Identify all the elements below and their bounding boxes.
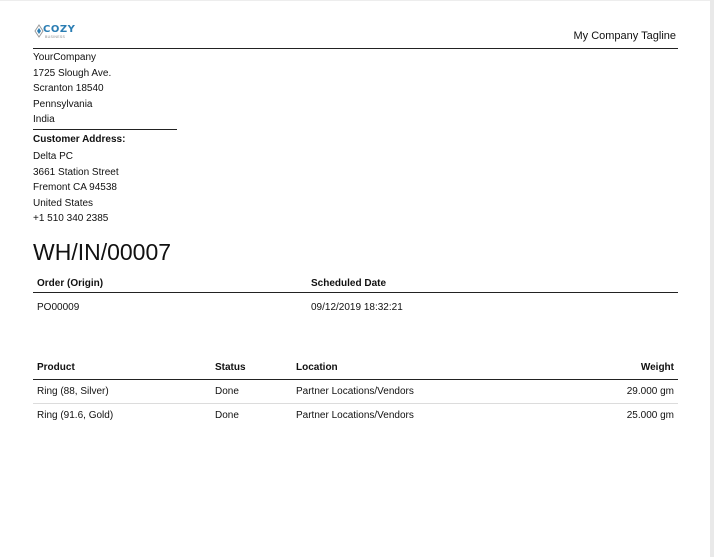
company-address — [33, 50, 177, 130]
weight-cell: 25.000 gm — [626, 410, 674, 421]
order-table-header — [33, 272, 678, 293]
table-row — [33, 380, 678, 404]
order-origin-cell: PO00009 — [37, 302, 80, 313]
column-header-status: Status — [215, 362, 246, 373]
scheduled-date-cell: 09/12/2019 18:32:21 — [311, 302, 403, 313]
company-address-line: YourCompany — [33, 52, 97, 63]
table-row — [33, 296, 678, 319]
page-right-edge — [710, 0, 714, 557]
column-header-product: Product — [37, 362, 75, 373]
customer-address-line: +1 510 340 2385 — [33, 213, 109, 224]
product-table-header — [33, 356, 678, 380]
document-title: WH/IN/00007 — [33, 239, 172, 265]
product-cell: Ring (88, Silver) — [37, 386, 109, 397]
customer-address-line: Fremont CA 94538 — [33, 182, 117, 193]
status-cell: Done — [215, 386, 239, 397]
column-header-scheduled-date: Scheduled Date — [311, 278, 387, 289]
weight-cell: 29.000 gm — [626, 386, 674, 397]
report-header — [33, 18, 678, 49]
company-address-line: Pennsylvania — [33, 98, 93, 110]
column-header-weight: Weight — [640, 362, 674, 373]
table-row — [33, 404, 678, 427]
customer-address-line: 3661 Station Street — [33, 166, 119, 178]
customer-address — [33, 149, 119, 227]
customer-address-line: United States — [33, 197, 94, 209]
logo-subtext: BUSINESS — [45, 35, 66, 39]
column-header-location: Location — [296, 362, 338, 373]
column-header-order: Order (Origin) — [37, 278, 104, 289]
location-cell: Partner Locations/Vendors — [296, 386, 414, 397]
product-cell: Ring (91.6, Gold) — [37, 410, 114, 421]
customer-address-title: Customer Address: — [33, 134, 126, 145]
status-cell: Done — [215, 410, 239, 421]
location-cell: Partner Locations/Vendors — [296, 410, 414, 421]
company-address-line: Scranton 18540 — [33, 83, 104, 94]
cozy-logo-icon — [33, 20, 76, 42]
page-top-edge — [0, 0, 714, 1]
company-address-line: 1725 Slough Ave. — [33, 67, 112, 79]
logo-text: COZY — [43, 24, 76, 35]
company-tagline: My Company Tagline — [573, 30, 676, 42]
company-address-line: India — [33, 114, 55, 125]
customer-address-line: Delta PC — [33, 151, 74, 162]
